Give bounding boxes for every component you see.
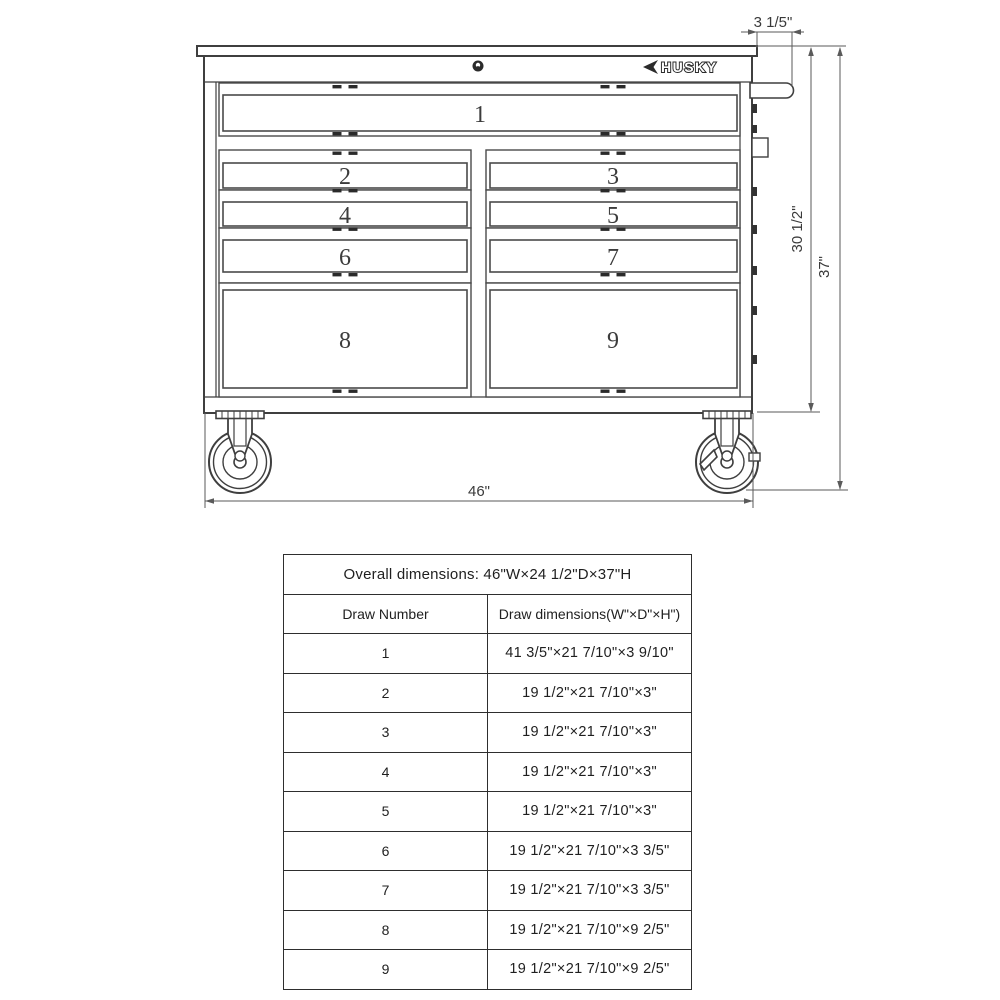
drawer-8-number: 8 — [339, 328, 351, 354]
table-row — [284, 792, 692, 832]
table-row — [284, 831, 692, 871]
draw-number-cell: 5 — [284, 792, 488, 832]
draw-dimensions-cell: 19 1/2"×21 7/10"×9 2/5" — [488, 910, 692, 950]
drawer-7-number: 7 — [607, 245, 619, 271]
handle-depth-label: 3 1/5" — [753, 14, 793, 31]
drawer-5-number: 5 — [607, 203, 619, 229]
left-caster — [209, 411, 271, 493]
draw-dimensions-cell: 19 1/2"×21 7/10"×9 2/5" — [488, 950, 692, 990]
draw-number-cell: 9 — [284, 950, 488, 990]
right-caster — [696, 411, 760, 493]
body-height-label: 30 1/2" — [789, 205, 806, 253]
table-row — [284, 752, 692, 792]
draw-number-cell: 4 — [284, 752, 488, 792]
draw-number-cell: 3 — [284, 713, 488, 753]
overall-height-label: 37" — [816, 255, 833, 279]
table-row — [284, 634, 692, 674]
drawer-6-number: 6 — [339, 245, 351, 271]
overall-width-label: 46" — [467, 483, 491, 500]
draw-dimensions-column-header: Draw dimensions(W"×D"×H") — [488, 594, 692, 634]
draw-dimensions-cell: 41 3/5"×21 7/10"×3 9/10" — [488, 634, 692, 674]
draw-number-cell: 8 — [284, 910, 488, 950]
caster-brake-pedal — [749, 453, 760, 461]
table-row — [284, 950, 692, 990]
draw-dimensions-cell: 19 1/2"×21 7/10"×3" — [488, 752, 692, 792]
dimension-body-height — [808, 47, 814, 412]
side-bracket — [752, 138, 768, 157]
overall-dimensions-header: Overall dimensions: 46"W×24 1/2"D×37"H — [284, 555, 692, 595]
draw-number-cell: 1 — [284, 634, 488, 674]
dimension-overall-height — [837, 47, 843, 490]
drawer-3-number: 3 — [607, 164, 619, 190]
drawer-2-number: 2 — [339, 164, 351, 190]
column-header-row — [284, 594, 692, 634]
side-details — [750, 83, 794, 364]
lock-keyhole-icon — [473, 61, 484, 72]
drawer-1-number: 1 — [474, 102, 486, 128]
drawer-4-number: 4 — [339, 203, 351, 229]
draw-number-cell: 7 — [284, 871, 488, 911]
draw-dimensions-cell: 19 1/2"×21 7/10"×3 3/5" — [488, 871, 692, 911]
draw-number-cell: 2 — [284, 673, 488, 713]
draw-dimensions-cell: 19 1/2"×21 7/10"×3" — [488, 673, 692, 713]
drawer-9-number: 9 — [607, 328, 619, 354]
draw-number-column-header: Draw Number — [284, 594, 488, 634]
dimensions-table — [283, 554, 692, 990]
table-row — [284, 673, 692, 713]
table-row — [284, 713, 692, 753]
draw-dimensions-cell: 19 1/2"×21 7/10"×3 3/5" — [488, 831, 692, 871]
table-row — [284, 910, 692, 950]
brand-name: HUSKY — [661, 59, 718, 75]
side-handle — [750, 83, 794, 98]
overall-dimensions-row — [284, 555, 692, 595]
draw-dimensions-cell: 19 1/2"×21 7/10"×3" — [488, 713, 692, 753]
cabinet-top-lip — [197, 46, 757, 56]
draw-dimensions-cell: 19 1/2"×21 7/10"×3" — [488, 792, 692, 832]
table-row — [284, 871, 692, 911]
draw-number-cell: 6 — [284, 831, 488, 871]
